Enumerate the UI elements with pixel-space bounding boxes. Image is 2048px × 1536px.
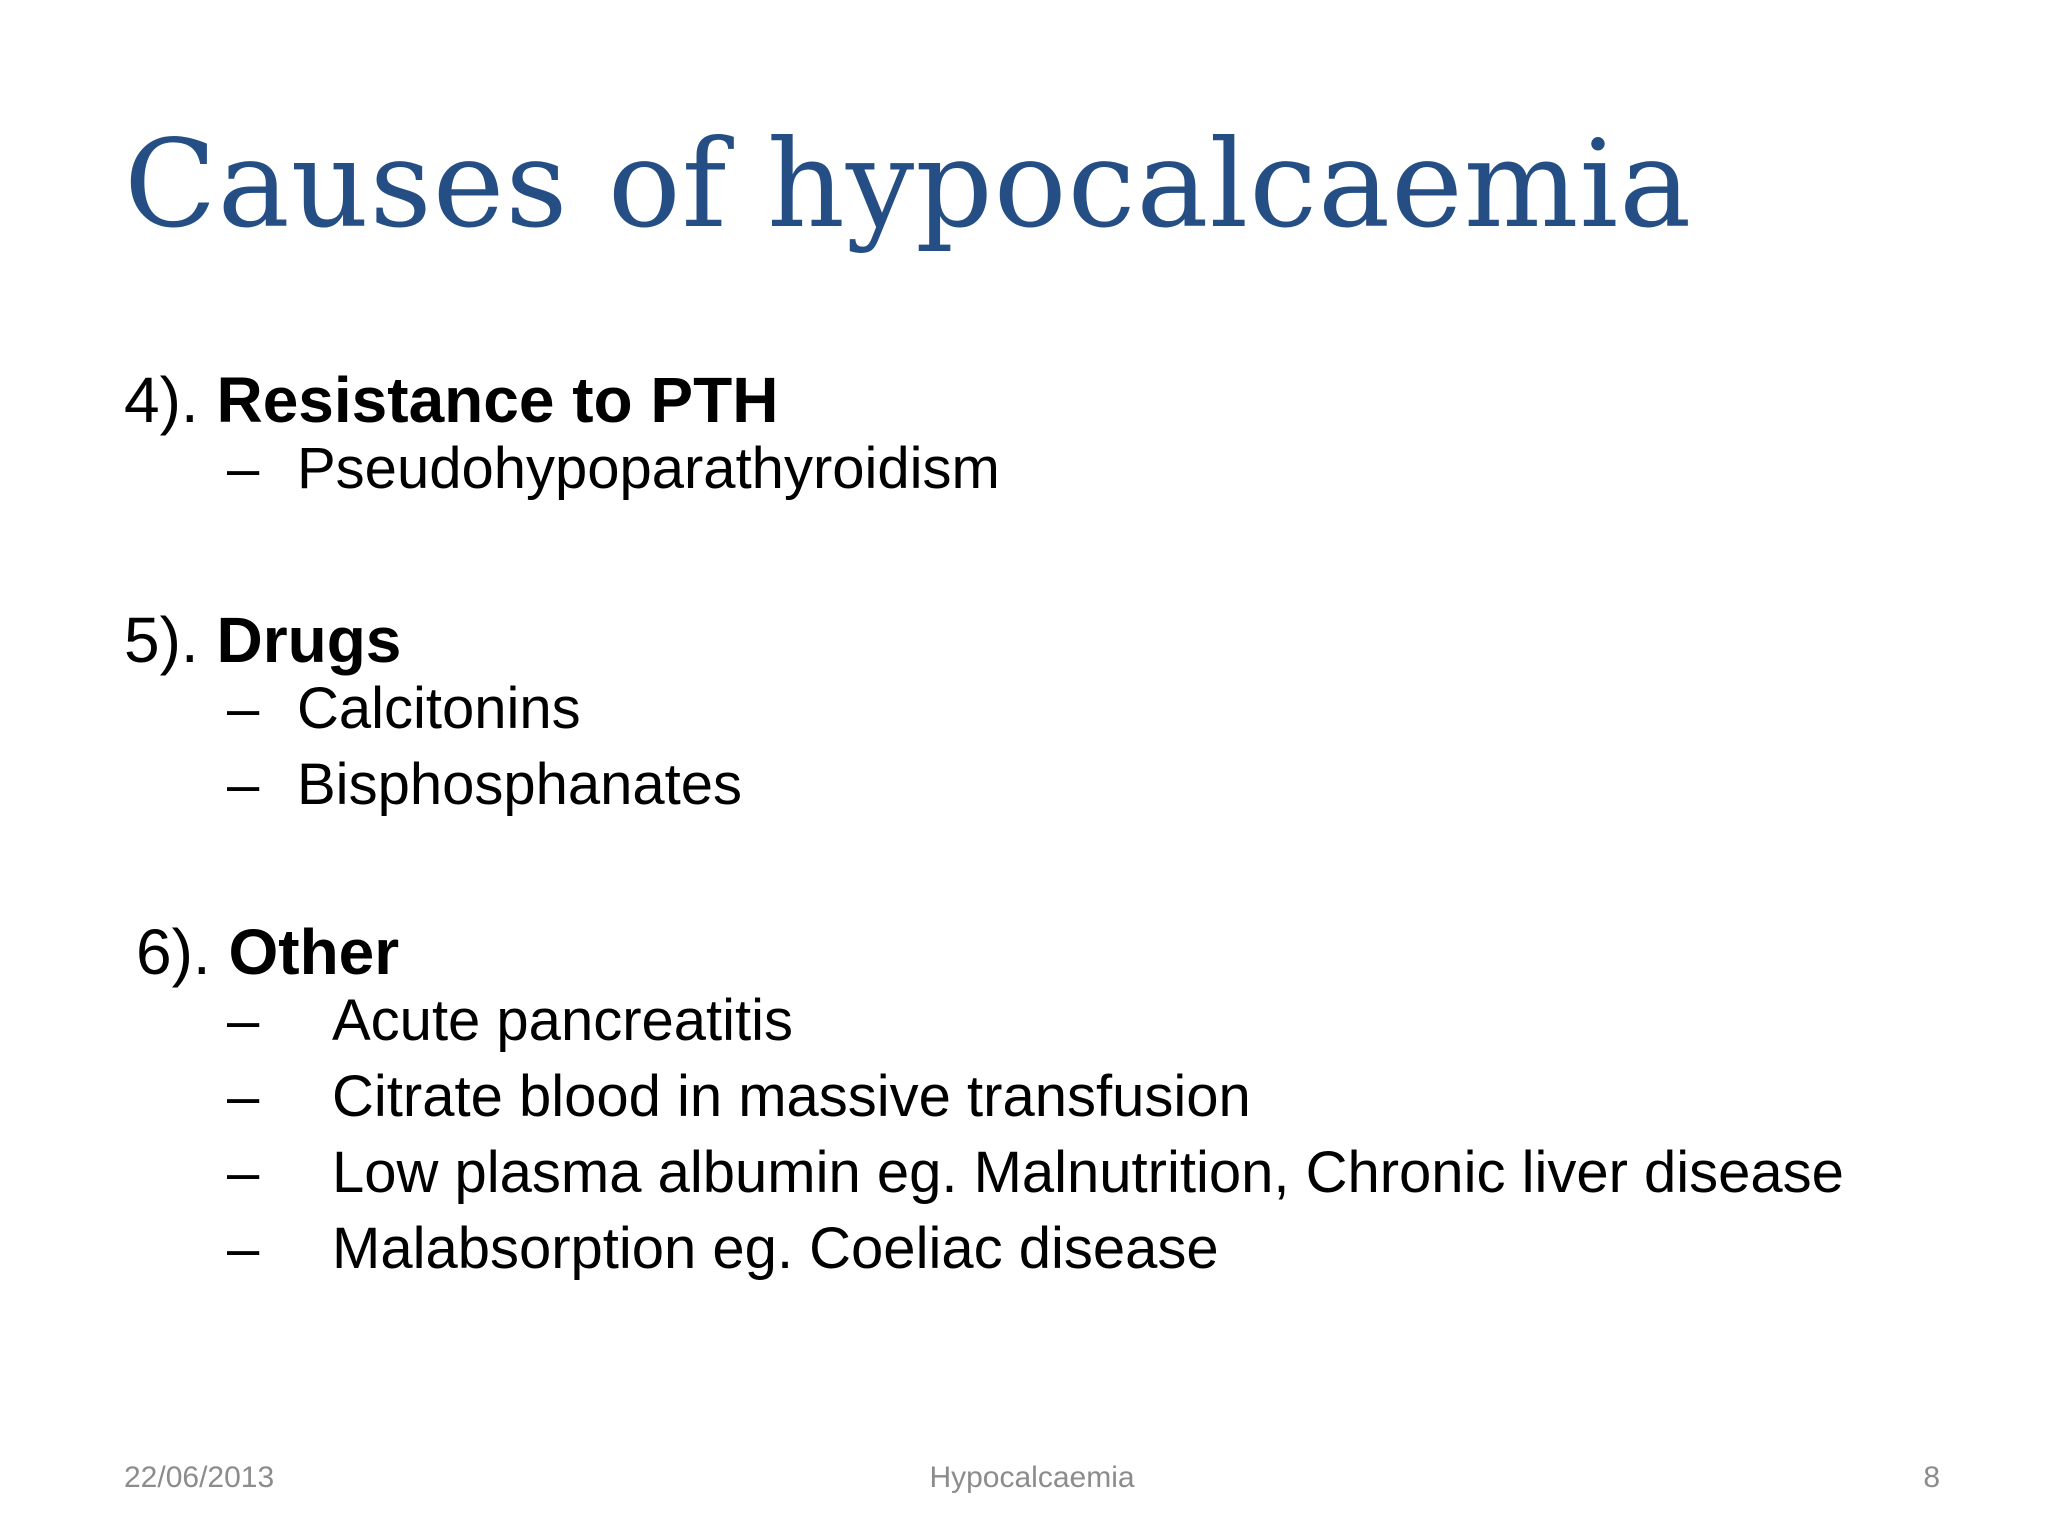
- list-item-text: Citrate blood in massive transfusion: [332, 1064, 1251, 1129]
- dash-bullet: –: [227, 1064, 260, 1129]
- section-heading: [124, 362, 1597, 438]
- list-item: [227, 1064, 1892, 1129]
- dash-bullet: –: [227, 752, 260, 817]
- list-item: [227, 1140, 1892, 1205]
- section-resistance-to-pth: [124, 362, 1597, 501]
- list-item-text: Bisphosphanates: [297, 752, 742, 817]
- section-number: 5).: [124, 604, 199, 676]
- list-item: [227, 752, 1597, 817]
- section-drugs: [124, 602, 1597, 817]
- list-item-text: Pseudohypoparathyroidism: [297, 436, 1000, 501]
- list-item-text: Calcitonins: [297, 676, 581, 741]
- list-item: [227, 1216, 1892, 1281]
- list-item-text: Low plasma albumin eg. Malnutrition, Chronic liver disease: [332, 1140, 1844, 1205]
- section-label: Resistance to PTH: [216, 364, 779, 436]
- section-other: [136, 914, 1892, 1281]
- section-number: 6).: [136, 916, 211, 988]
- list-item-text: Malabsorption eg. Coeliac disease: [332, 1216, 1219, 1281]
- slide-title: Causes of hypocalcaemia: [124, 114, 1693, 255]
- section-label: Other: [228, 916, 400, 988]
- section-label: Drugs: [216, 604, 402, 676]
- section-heading: [136, 914, 1892, 990]
- dash-bullet: –: [227, 1140, 260, 1205]
- dash-bullet: –: [227, 436, 260, 501]
- dash-bullet: –: [227, 988, 260, 1053]
- list-item: [227, 436, 1597, 501]
- list-item: [227, 676, 1597, 741]
- footer-date: 22/06/2013: [124, 1461, 275, 1494]
- list-item-text: Acute pancreatitis: [332, 988, 794, 1053]
- section-heading: [124, 602, 1597, 678]
- list-item: [227, 988, 1892, 1053]
- footer-page-number: 8: [1923, 1461, 1940, 1494]
- dash-bullet: –: [227, 676, 260, 741]
- footer-title: Hypocalcaemia: [929, 1461, 1135, 1494]
- dash-bullet: –: [227, 1216, 260, 1281]
- section-number: 4).: [124, 364, 199, 436]
